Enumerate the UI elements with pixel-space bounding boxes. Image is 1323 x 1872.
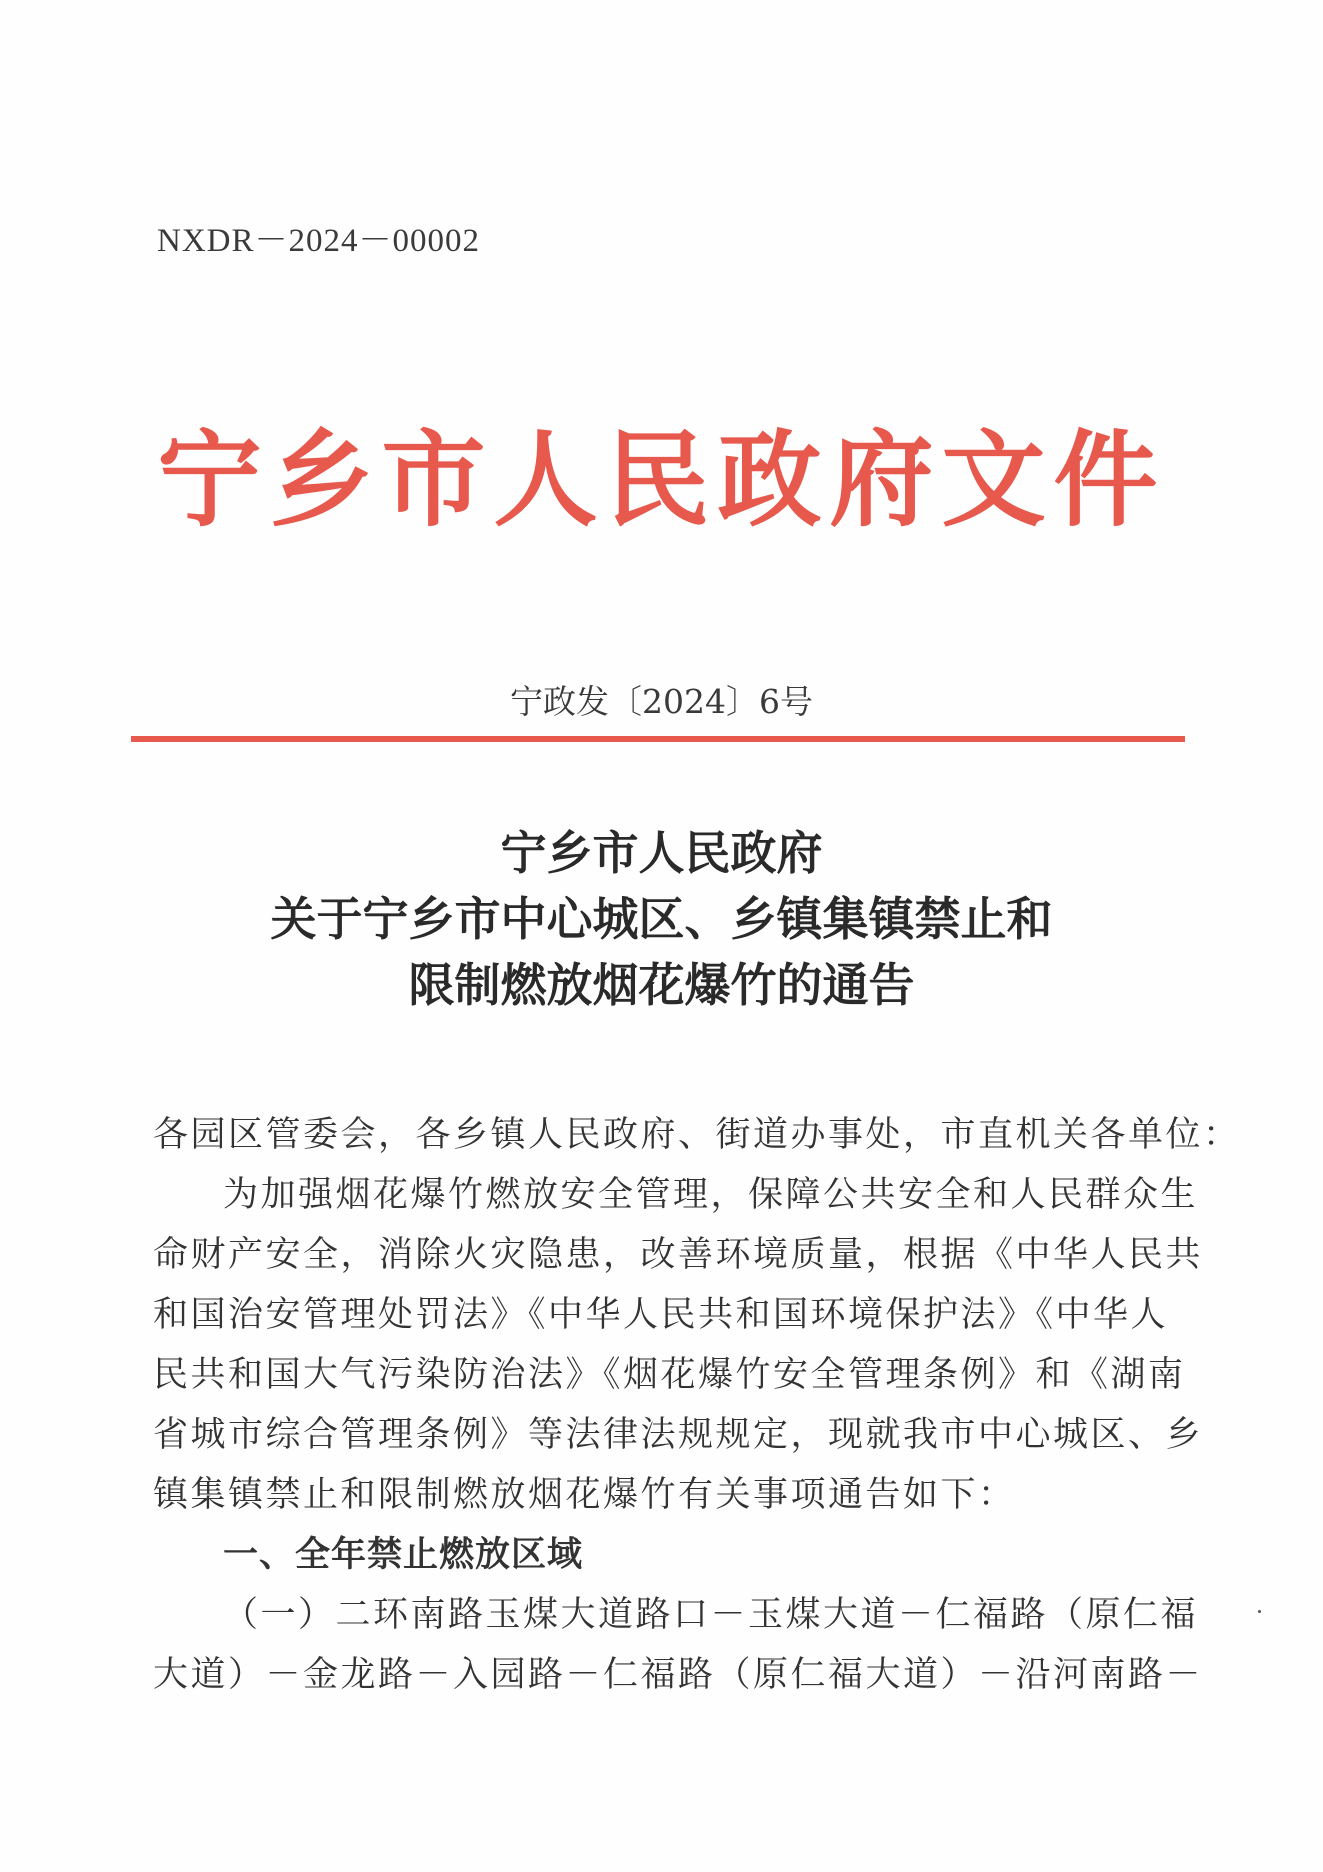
paragraph-line: （一）二环南路玉煤大道路口－玉煤大道－仁福路（原仁福 (223, 1595, 1199, 1635)
paragraph-line: 和国治安管理处罚法》《中华人民共和国环境保护法》《中华人 (153, 1295, 1169, 1335)
section-heading: 一、全年禁止燃放区域 (223, 1535, 584, 1575)
salutation-line: 各园区管委会，各乡镇人民政府、街道办事处，市直机关各单位： (153, 1115, 1241, 1155)
paragraph-line: 镇集镇禁止和限制燃放烟花爆竹有关事项通告如下： (153, 1475, 1016, 1515)
title-line: 关于宁乡市中心城区、乡镇集镇禁止和 (270, 892, 1053, 946)
scan-speck (1258, 1610, 1261, 1613)
paragraph-line: 为加强烟花爆竹燃放安全管理，保障公共安全和人民群众生 (223, 1175, 1199, 1215)
issuer-header: 宁乡市人民政府文件 (157, 418, 1166, 541)
red-divider-line (131, 736, 1185, 742)
paragraph-line: 大道）－金龙路－入园路－仁福路（原仁福大道）－沿河南路－ (153, 1655, 1204, 1695)
document-body (153, 1105, 1241, 1705)
document-number: 宁政发〔2024〕6号 (510, 682, 813, 721)
paragraph-line: 民共和国大气污染防治法》《烟花爆竹安全管理条例》和《湖南 (153, 1355, 1186, 1395)
document-code: NXDR－2024－00002 (157, 223, 481, 259)
paragraph-line: 省城市综合管理条例》等法律法规规定，现就我市中心城区、乡 (153, 1415, 1204, 1455)
title-line: 宁乡市人民政府 (500, 826, 823, 880)
document-title (0, 826, 1323, 1028)
paragraph-line: 命财产安全，消除火灾隐患，改善环境质量，根据《中华人民共 (153, 1235, 1204, 1275)
title-line: 限制燃放烟花爆竹的通告 (408, 958, 915, 1012)
